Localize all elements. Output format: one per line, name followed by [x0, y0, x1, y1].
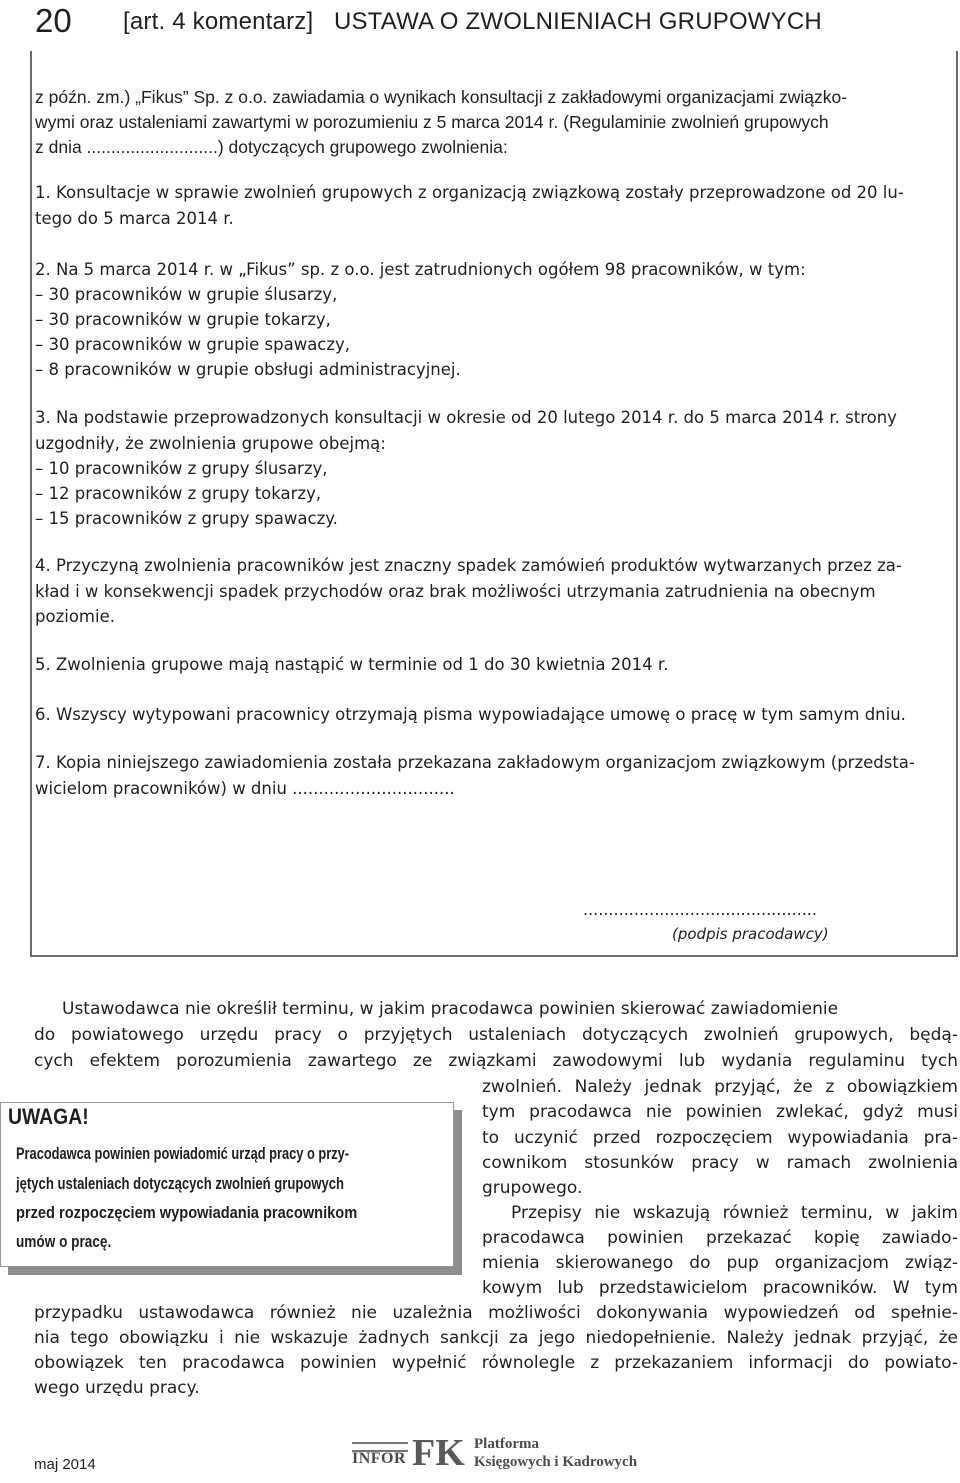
- logo-fk-mark: FK: [412, 1432, 465, 1474]
- form-line: 4. Przyczyną zwolnienia pracowników jest znaczny spadek zamówień produktów wytwarzanych przez za-: [35, 556, 902, 575]
- form-list-item: – 10 pracowników z grupy ślusarzy,: [35, 459, 328, 478]
- body-line: grupowego.: [482, 1178, 583, 1198]
- page-header: [30, 0, 950, 48]
- body-line: wego urzędu pracy.: [34, 1378, 200, 1398]
- body-line: nia tego obowiązku i nie wskazuje żadnych sankcji za jego niedopełnienie. Należy jednak przyjąć, że: [34, 1328, 958, 1348]
- logo-tagline-2: Księgowych i Kadrowych: [474, 1454, 638, 1470]
- logo-infor-text: INFOR: [352, 1450, 407, 1467]
- form-line: z dnia ...........................) dotyczących grupowego zwolnienia:: [35, 137, 508, 157]
- form-line: 6. Wszyscy wytypowani pracownicy otrzymają pisma wypowiadające umowę o pracę w tym samym dniu.: [35, 705, 906, 724]
- form-list-item: – 12 pracowników z grupy tokarzy,: [35, 484, 322, 503]
- body-line: kowym lub przedstawicielom pracowników. W tym: [482, 1278, 958, 1298]
- form-line: 2. Na 5 marca 2014 r. w „Fikus” sp. z o.o. jest zatrudnionych ogółem 98 pracowników, w tym:: [35, 260, 806, 279]
- form-list-item: – 30 pracowników w grupie ślusarzy,: [35, 285, 338, 304]
- form-line: tego do 5 marca 2014 r.: [35, 209, 234, 228]
- form-line: 3. Na podstawie przeprowadzonych konsultacji w okresie od 20 lutego 2014 r. do 5 marca 2014 r. strony: [35, 408, 897, 427]
- footer-date: maj 2014: [34, 1456, 96, 1473]
- note-line: Pracodawca powinien powiadomić urząd pracy o przy-: [16, 1144, 350, 1163]
- form-list-item: – 30 pracowników w grupie tokarzy,: [35, 310, 331, 329]
- form-line: 1. Konsultacje w sprawie zwolnień grupowych z organizacją związkową zostały przeprowadzone od 20 lu-: [35, 183, 904, 202]
- form-list-item: – 30 pracowników w grupie spawaczy,: [35, 335, 351, 354]
- body-line: mienia skierowanego do pup organizacjom związ-: [482, 1253, 958, 1273]
- note-line: umów o pracę.: [16, 1232, 112, 1251]
- publisher-logo: [352, 1432, 642, 1476]
- body-line: do powiatowego urzędu pracy o przyjętych ustaleniach dotyczących zwolnień grupowych, będą-: [34, 1025, 958, 1045]
- body-line: przypadku ustawodawca również nie uzależnia możliwości dokonywania wypowiedzeń od spełnie-: [34, 1303, 958, 1323]
- form-list-item: – 15 pracowników z grupy spawaczy.: [35, 509, 338, 528]
- body-line: Ustawodawca nie określił terminu, w jakim pracodawca powinien skierować zawiadomienie: [62, 999, 839, 1019]
- form-line: kład i w konsekwencji spadek przychodów oraz brak możliwości utrzymania zatrudnienia na obecnym: [35, 582, 876, 601]
- form-line: z późn. zm.) „Fikus” Sp. z o.o. zawiadamia o wynikach konsultacji z zakładowymi organizacjami związko-: [35, 87, 848, 107]
- form-line: uzgodniły, że zwolnienia grupowe obejmą:: [35, 434, 386, 453]
- body-line: zwolnień. Należy jednak przyjąć, że z obowiązkiem: [482, 1077, 958, 1097]
- signature-line: ..............................................: [583, 900, 817, 919]
- body-line: to uczynić przed rozpoczęciem wypowiadania pra-: [482, 1128, 958, 1148]
- note-line: przed rozpoczęciem wypowiadania pracownikom: [16, 1203, 358, 1222]
- body-line: cych efektem porozumienia zawartego ze związkami zawodowymi lub wydania regulaminu tych: [34, 1051, 958, 1071]
- body-line: Przepisy nie wskazują również terminu, w jakim: [511, 1203, 958, 1223]
- form-list-item: – 8 pracowników w grupie obsługi administracyjnej.: [35, 360, 461, 379]
- page-number: 20: [35, 2, 72, 39]
- signature-label: (podpis pracodawcy): [672, 925, 829, 943]
- body-line: tym pracodawca nie powinien zwlekać, gdyż musi: [482, 1102, 958, 1122]
- running-header-title: [art. 4 komentarz] USTAWA O ZWOLNIENIACH GRUPOWYCH: [123, 8, 822, 35]
- note-line: jętych ustaleniach dotyczących zwolnień grupowych: [16, 1174, 345, 1193]
- logo-tagline-1: Platforma: [474, 1436, 539, 1452]
- note-title: UWAGA!: [8, 1104, 89, 1129]
- body-line: pracodawca powinien przekazać kopię zawiado-: [482, 1228, 958, 1248]
- form-line: wymi oraz ustaleniami zawartymi w porozumieniu z 5 marca 2014 r. (Regulaminie zwolnień grupowych: [35, 112, 829, 132]
- form-line: poziomie.: [35, 607, 115, 626]
- form-line: wicielom pracowników) w dniu ...............................: [35, 779, 455, 798]
- form-line: 5. Zwolnienia grupowe mają nastąpić w terminie od 1 do 30 kwietnia 2014 r.: [35, 655, 669, 674]
- form-line: 7. Kopia niniejszego zawiadomienia została przekazana zakładowym organizacjom związkowym (przedsta-: [35, 753, 915, 772]
- body-line: obowiązek ten pracodawca powinien wypełnić równolegle z przekazaniem informacji do powiato-: [34, 1353, 958, 1373]
- body-line: cownikom stosunków pracy w ramach zwolnienia: [482, 1153, 958, 1173]
